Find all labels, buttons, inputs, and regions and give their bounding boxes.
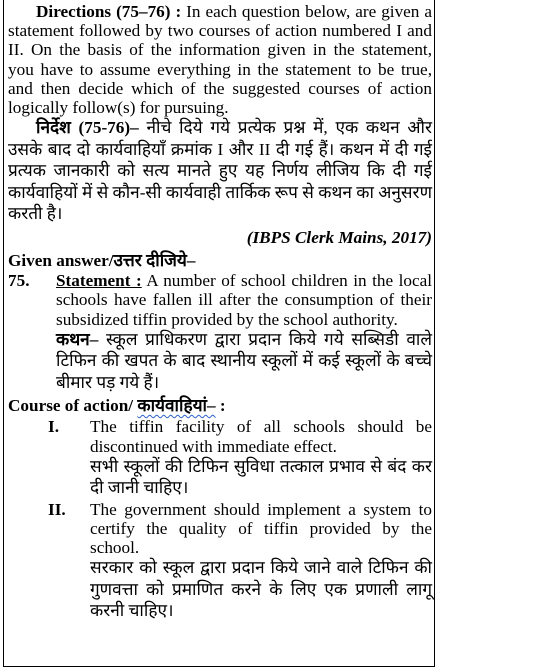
option-hindi: सभी स्कूलों की टिफिन सुविधा तत्काल प्रभाव से बंद कर दी जानी चाहिए। bbox=[90, 456, 432, 498]
option-1 bbox=[8, 417, 432, 498]
given-answer-heading: Given answer/उत्तर दीजिये– bbox=[8, 250, 196, 270]
statement-paragraph bbox=[56, 271, 432, 329]
option-body bbox=[90, 500, 432, 622]
statement-hindi-text: स्कूल प्राधिकरण द्वारा प्रदान किये गये सब्सिडी वाले टिफिन की खपत के बाद स्थानीय स्कूलों में कई स्कूलों के बच्चे बीमार पड़ गये हैं। bbox=[56, 329, 432, 392]
statement-hindi-label: कथन– bbox=[56, 329, 99, 349]
directions-hindi-text: नीचे दिये गये प्रत्येक प्रश्न में, एक कथन और उसके बाद दो कार्यवाहियाँ क्रमांक I और II दी गई हैं। कथन में दी गई प्रत्यक जानकारी को सत्य मानते हुए यह निर्णय लीजिय कि दी गई कार्यवाहियों में से कौन-सी कार्यवाही तार्किक रूप से कथन का अनुसरण करती है। bbox=[8, 118, 433, 224]
directions-text: In each question below, are given a statement followed by two courses of action numbered I and II. On the basis of the information given in the statement, you have to assume everything in the statement to be true, and then decide which of the suggested courses of action logically follow(s) for pursuing. bbox=[8, 2, 432, 118]
statement-text: A number of school children in the local schools have fallen ill after the consumption of their subsidized tiffin provided by the school authority. bbox=[56, 271, 432, 329]
directions-label: Directions (75–76) : bbox=[36, 2, 182, 21]
question-content bbox=[8, 2, 432, 622]
directions-paragraph bbox=[8, 2, 432, 117]
exam-source: (IBPS Clerk Mains, 2017) bbox=[246, 227, 432, 247]
option-number: I. bbox=[48, 417, 59, 437]
course-of-action-label-hi: कार्यवाहियां– bbox=[137, 396, 216, 416]
option-body bbox=[90, 417, 432, 498]
option-text: The tiffin facility of all schools should be discontinued with immediate effect. bbox=[90, 417, 432, 456]
statement-hindi-paragraph bbox=[56, 329, 432, 394]
option-text: The government should implement a system to certify the quality of tiffin provided by the school. bbox=[90, 499, 432, 558]
statement-label: Statement : bbox=[56, 271, 142, 291]
option-hindi: सरकार को स्कूल द्वारा प्रदान किये जाने वाले टिफिन की गुणवत्ता को प्रमाणित करने के लिए एक प्रणाली लागू करनी चाहिए। bbox=[90, 558, 432, 621]
question-body bbox=[56, 271, 432, 393]
course-of-action-label-en: Course of action/ bbox=[8, 396, 138, 416]
directions-hindi-label: निर्देश (75-76)– bbox=[36, 118, 139, 138]
directions-hindi-paragraph bbox=[8, 117, 432, 225]
question-number: 75. bbox=[8, 271, 30, 291]
course-of-action-suffix: : bbox=[215, 396, 226, 416]
option-2 bbox=[8, 500, 432, 622]
option-number: II. bbox=[48, 499, 66, 519]
course-of-action-heading bbox=[8, 396, 432, 415]
question-row bbox=[8, 271, 432, 393]
